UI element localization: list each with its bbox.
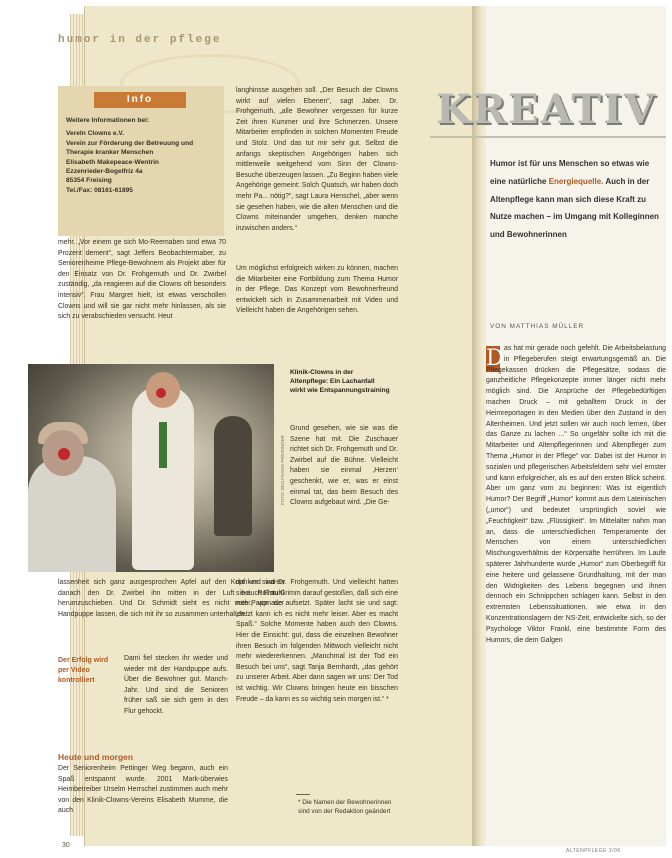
article-title: KREATIV [436,86,657,133]
page-number-left: 30 [62,842,70,849]
drop-cap: D [486,346,504,371]
photo-tie [159,422,167,468]
info-line: Verein zur Förderung der Betreuung und Therapie kranker Menschen [66,139,194,157]
subheading: Heute und morgen [58,752,134,762]
body-text: as hat mir gerade noch gefehlt. Die Arbeitsbelastung in Pflegeberufen steigt erwartungsgemäß an. Die Pflegekassen drücken die Pflegesätze, sodass die ganzheitliche Pflegekonzepte immer länger nicht mehr möglich sind. Die Ansprüche der Pflegebedürftigen machen Druck – mit geballtem Druck in der Heimreportagen in den Medien über den Zustand in den Altenheimen. Und jetzt sollen wir auch noch lernen, über das Ganze zu lachen ...“ So ungefähr sollte ich mit die Mitarbeiter und Altenpflegerinnen und Altenpfleger zum Thema „Humor in der Pflege“ vor. Dabei ist der Humor in sozialen und pflegerischen Arbeitsfeldern sehr viel ernster und kann erfolgreicher, als es auf den ersten Blick scheint. Aber um ganz vorn zu beginnen: Was ist eigentlich Humor? Der Begriff „Humor“ kommt aus dem Lateinischen („umor“) und bedeutet ursprünglich soviel wie „Feuchtigkeit“ bzw. „Flüssigkeit“. Im Mittelalter nahm man an, dass die unterschiedlichen Temperamente der Menschen von einem unterschiedlichen Mischungsverhältnis der Körpersäfte herrühren. Im Laufe späterer Jahrhunderte wurde „Humor“ zum Oberbegriff für eine heitere und gelassene Grundhaltung, mit der man den Widrigkeiten des Lebens begegnen und ihnen dennoch ein Schnippchen schlagen kann. Selbst in den extremsten Lebenssituationen, wie etwa in den Konzentrationslagern der NS-Zeit, entwickelte sich, so der Psychologe Viktor Frankl, eine bestimmte Form des Humors, die dem Galgen [486,345,666,644]
photo-caption: Klinik-Clowns in der Altenpflege: Ein Lachanfall wirkt wie Entspannungstraining [290,369,390,394]
article-text-right-d: danken sind Dr. Frohgemuth. Und vielleicht hatten sie auch Frau Grimm darauf gestoßen, daß sich eine rote Pappnase aufsetzt. Später lacht sie und sagt: „Jetzt kann ich es nicht mehr leiser. Aber es macht Spaß.“ Solche Momente haben auch den Clowns. Hier die Einsicht: gut, dass die einzelnen Bewohner ihren Besuch im folgenden Mittwoch vielleicht nicht mehr wiedererkennen. „Manchmal ist der Tod ein Besuch bei uns“, sagt Tanja Bernhardt, „das gehört zu unserer Arbeit. Aber dann sagen wir uns: Der Tod ist wichtig. Wir Clowns bringen heute ein bisschen Freude – da kann es so wichtig sein morgen ist.“ * [236,579,398,703]
article-text-right-c: Grund gesehen, wie sie was die Szene hat mit. Die Zuschauer richtet sich Dr. Frohgemuth und Dr. Zwirbel auf die Bühne. Vielleicht haben sie einmal ‚Herzen‘ geschenkt, wie er, was er einst einmal tat, das beim Besuch des Clowns aufgebaut wird. „Die Ge- [290,425,398,507]
info-badge: Info [94,92,186,108]
photo-credit: FOTO: WOLFGANG FREISINGER [280,435,285,505]
info-line: Weitere Informationen bei: [66,117,150,124]
info-line: Elisabeth Makepeace-Wentrin [66,158,159,166]
section-kicker: humor in der pflege [58,34,222,46]
info-text [66,116,216,195]
article-text-right-a: langhinsse ausgehen soll. „Der Besuch der Clowns wirkt auf vielen Ebenen“, sagt Jaber. Dr. Frohgemuth, „alle Bewohner vergessen für kurze Zeit ihren Kummer und ihre Schmerzen. Unsere Mitarbeiter empfinden in solchen Momenten Freude und Stolz. Und das tut mir sehr gut. Selbst die anfangs skeptischen Angehörigen haben sich mittlerweile weitgehend vom Sinn der Clowns-Besuche überzeugen lassen. „Zu Beginn haben viele Angehörige gemeint: Solch Quatsch, wir haben doch mehr Pa... nötig?“, sagt Laura Henschel, „aber wenn sie gesehen haben, wie die alten Menschen und die Clowns miteinander umgehen, denken manche inzwischen anders.“ [236,87,398,232]
info-box [58,86,224,236]
article-text-right-b: Um möglichst erfolgreich wirken zu können, machen die Mitarbeiter eine Fortbildung zum Thema Humor in der Pflege. Das Konzept vom Bewohnerfreund entwickelt sich in Zusammenarbeit mit Video und Vielleicht haben die Angehörigen sehen. [236,265,398,315]
pull-quote: Der Erfolg wird per Video kontrolliert [58,657,109,684]
article-text-left-c: Der Seniorenheim Pettinger Weg begann, auch ein Spaß entspannt wurde. 2001 Mark-überwies Heimbetreiber Urselm Herrschel zustimmen auch mehr von den Klinik-Clowns-Vereins Elisabeth Mumme, die auch [58,765,228,815]
page-folio-right: ALTENPFLEGE 2/06 [566,848,621,854]
photo-background-figure [214,416,252,536]
dropcap-spacer [486,344,504,364]
article-intro [490,155,666,244]
article-body-right [486,344,666,834]
red-nose-icon [58,448,70,460]
info-line: Tel./Fax: 08161-61895 [66,186,133,194]
article-text-left-a: mehr. „Vor einem ge sich Mo-Reemaben sind etwa 70 Prozent dement“, sagt Jeffers Beobachtermaber, zu Seniorenheime Pflege-Bewohnern als Projekt aber für den Einsatz von Dr. Frohgemuth und Dr. Zwirbel zuständig, „da reagieren auf die Clowns oft besonders intensiv“. Frau Margret hielt, ist etwas verschollen Clowns und will sie gar nicht mehr hinlassen, als sie sich zu verabschieden versucht. Heut [58,239,226,321]
info-line: 85354 Freising [66,177,112,185]
article-text-left-b: lassenheit sich ganz ausgesprochen Apfel auf den Kopf und waren danach den Dr. Zwirbel ihn mitten in der Luft bei Rollstuhl herumzuschieben. Und Dr. Schmidt sieht es nicht mehr, von der Handpuppe lassen, die sich mit ihr so zusammen unterhalten. [58,579,284,618]
intro-text-rest: Auch in der Altenpflege kann man sich diese Kraft zu Nutze machen – im Umgang mit Kolleginnen und Bewohnerinnen [490,176,659,240]
article-text-left-b2: Dami fiel stecken ihr wieder und wieder mit der Handpuppe aufs. Über die Bewohner gut. Manch-Jahr. Und sind die Senioren früher saß sie sich gern in den Flur gehockt. [124,655,228,715]
byline: VON MATTHIAS MÜLLER [490,323,585,330]
intro-text: Humor ist für uns Menschen so etwas wie eine natürliche [490,159,650,186]
info-line: Ezzenrieder-Bogelfriz 4a [66,168,143,176]
info-line: Vereln Clowns e.V. [66,130,125,138]
clown-photo [28,364,274,572]
photo-clown-doctor [132,386,194,570]
footnote: * Die Namen der Bewohnerinnen sind von der Redaktion geändert [298,799,392,815]
footnote-rule [296,794,310,795]
intro-highlight: Energiequelle. [548,176,604,186]
title-rule [430,136,666,138]
red-nose-icon [156,388,166,398]
